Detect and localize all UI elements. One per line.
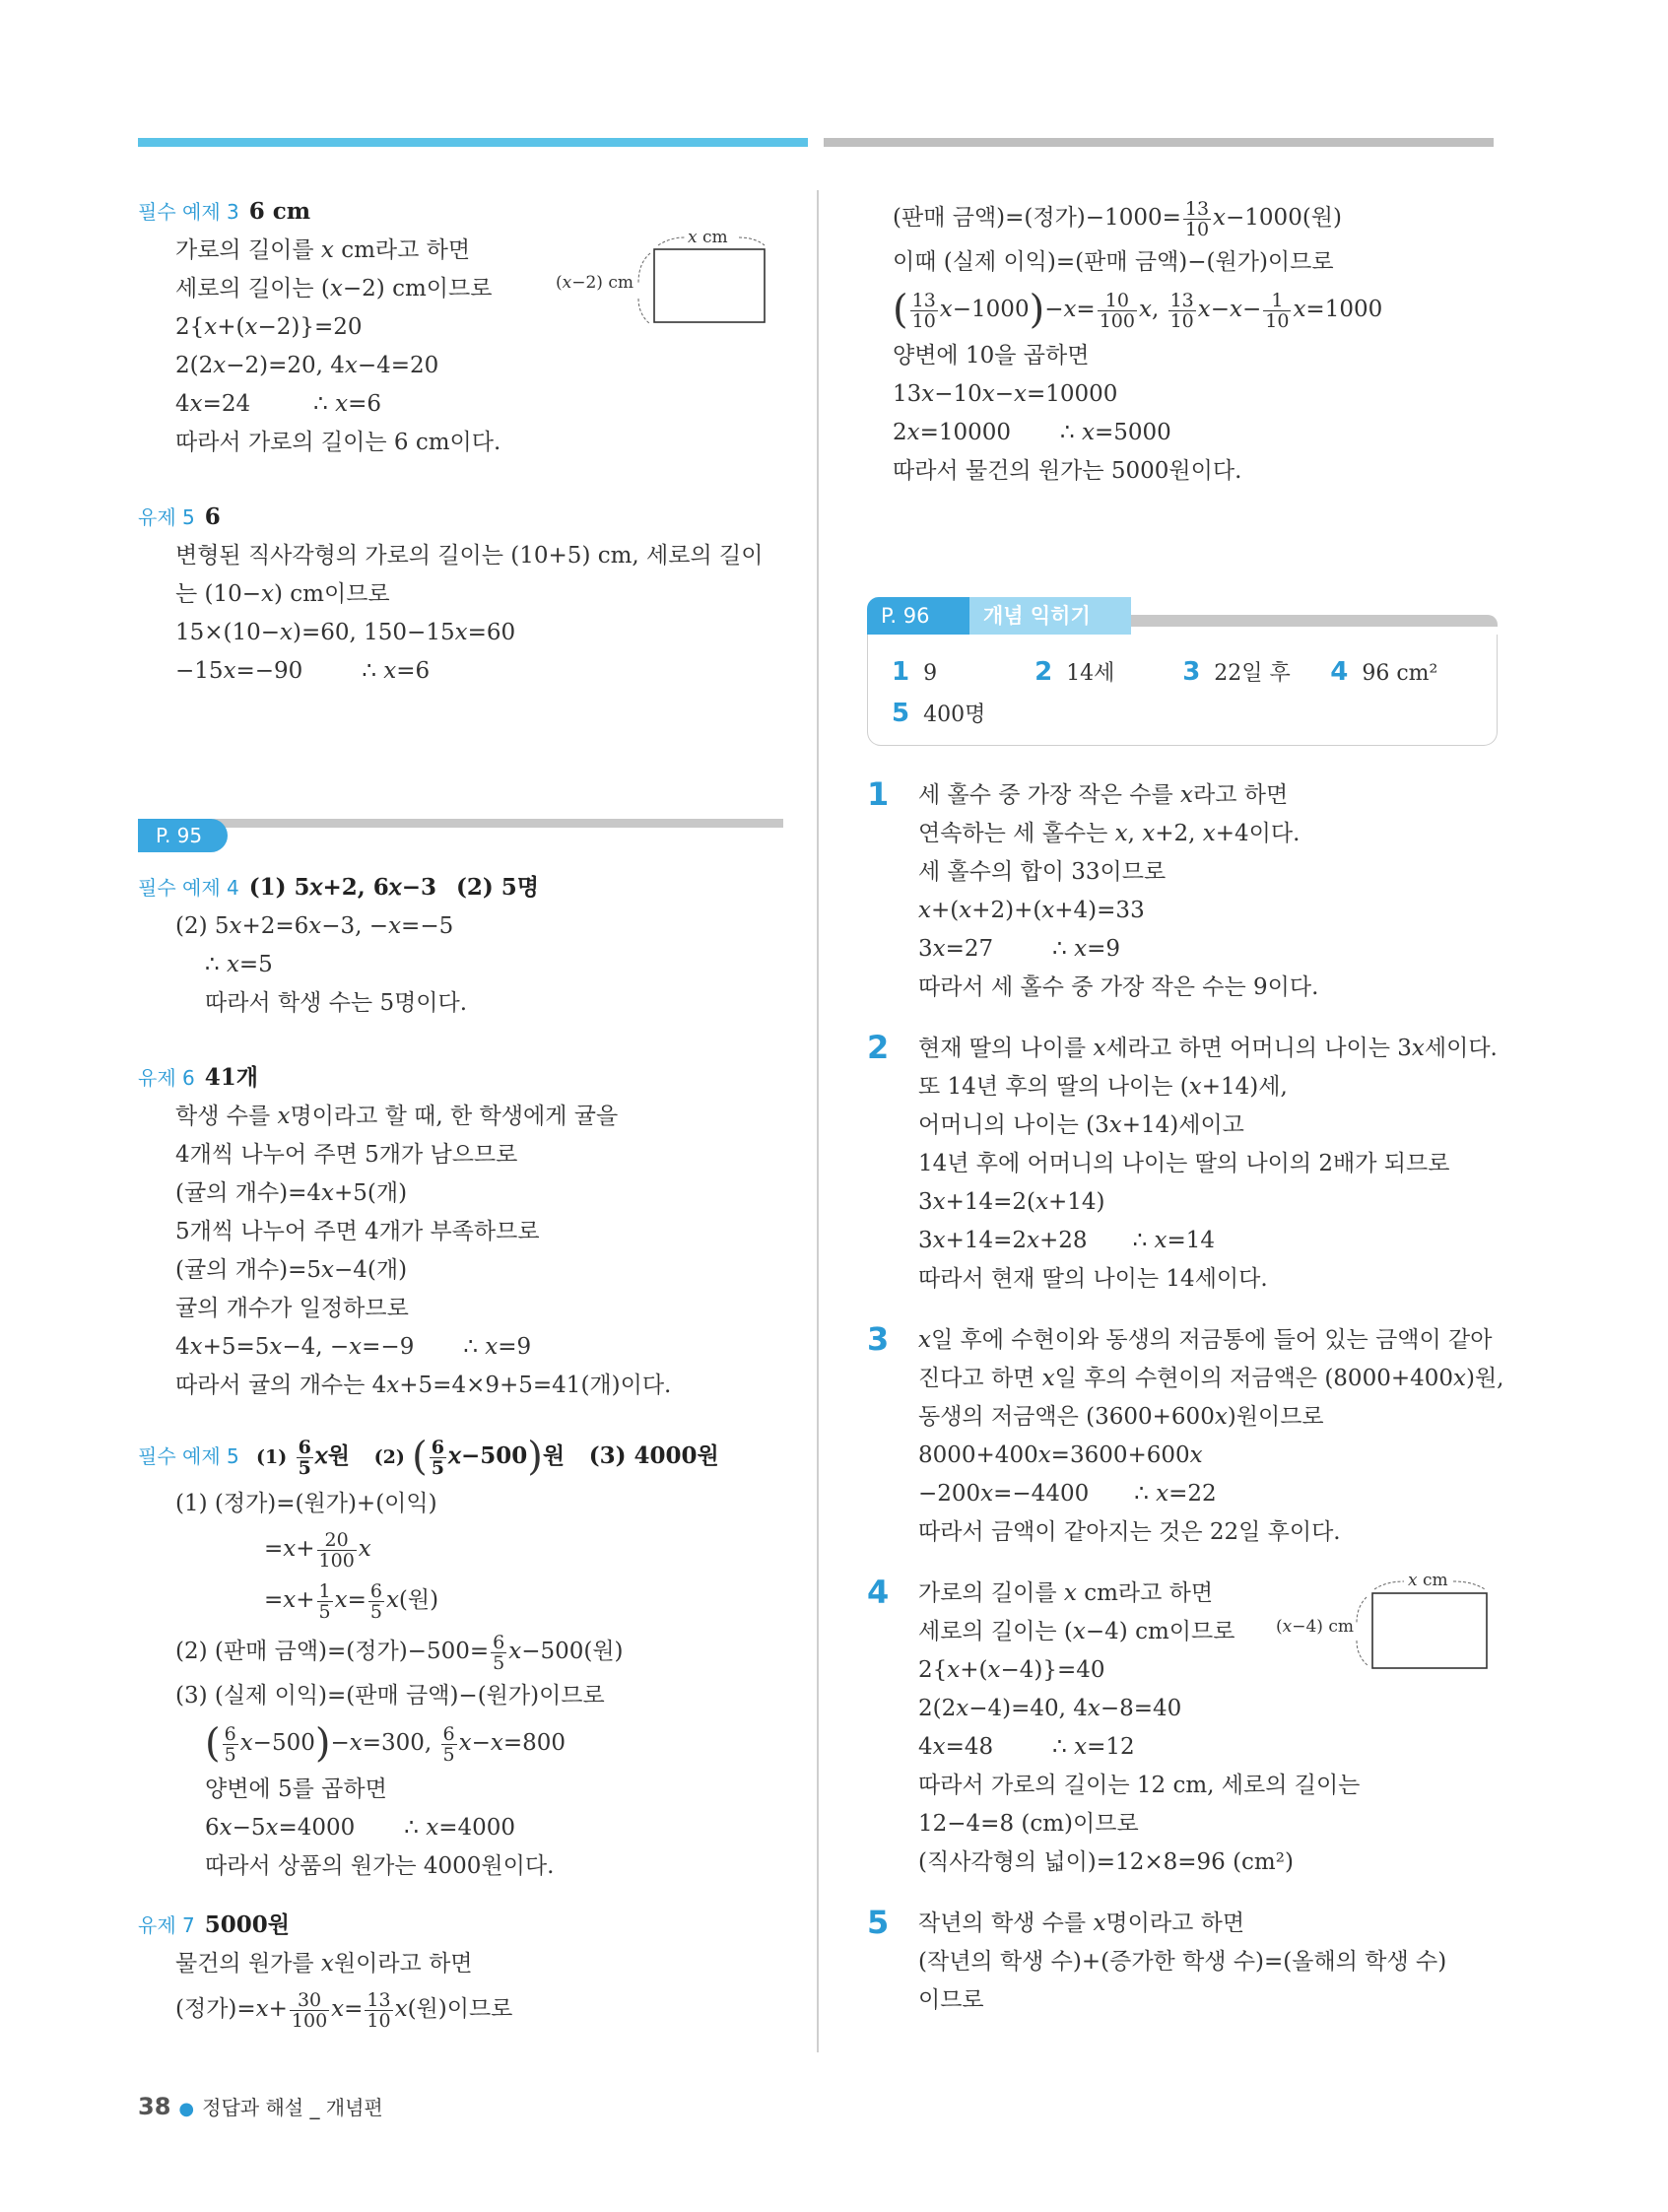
solution-line: 따라서 가로의 길이는 12 cm, 세로의 길이는 — [918, 1773, 1361, 1798]
answer-number: 5 — [892, 699, 910, 728]
figure-label-side: (𝑥−2) cm — [556, 273, 634, 293]
solution-line: 4개씩 나누어 주면 5개가 남으므로 — [175, 1142, 518, 1168]
solution-line: 이때 (실제 이익)=(판매 금액)−(원가)이므로 — [893, 249, 1334, 275]
fraction — [1263, 291, 1291, 331]
exercise-label: 유제 7 — [138, 1913, 195, 1937]
numerator: 13 — [367, 1988, 391, 2011]
answer-value: 14세 — [1066, 661, 1115, 686]
denominator: 5 — [369, 1600, 382, 1623]
solution-line: 진다고 하면 𝑥일 후의 수현이의 저금액은 (8000+400𝑥)원, — [918, 1366, 1504, 1391]
answer-number: 2 — [1034, 657, 1053, 687]
solution-line: 가로의 길이를 𝑥 cm라고 하면 — [175, 237, 471, 263]
solution-line: −𝑥=300, — [330, 1730, 433, 1756]
solution-line: ∴ 𝑥=14 — [1132, 1228, 1216, 1253]
answer: (2) — [373, 1446, 405, 1468]
solution-line: 8000+400𝑥=3600+600𝑥 — [918, 1442, 1203, 1468]
figure-label-side: (𝑥−4) cm — [1276, 1617, 1354, 1637]
fraction — [1183, 199, 1211, 239]
solution-line: 2{𝑥+(𝑥−2)}=20 — [175, 314, 363, 340]
fraction — [430, 1438, 446, 1478]
concept-answers-box — [867, 597, 1498, 746]
fraction — [1168, 291, 1196, 331]
numerator: 6 — [442, 1722, 455, 1745]
question-number: 2 — [867, 1029, 890, 1066]
solution-line: 15×(10−𝑥)=60, 150−15𝑥=60 — [175, 620, 516, 645]
answer: (3) 4000원 — [588, 1442, 719, 1469]
paren-open: ( — [205, 1720, 221, 1767]
exercise-7-continued — [867, 192, 1498, 491]
bullet-icon: ● — [178, 2099, 195, 2119]
fraction — [297, 1438, 313, 1478]
solution-line: 𝑥−𝑥− — [1197, 297, 1262, 322]
question-number: 3 — [867, 1320, 890, 1358]
numerator: 6 — [224, 1722, 236, 1745]
fraction — [317, 1581, 333, 1622]
example-3 — [138, 192, 783, 462]
solution-line: −𝑥= — [1044, 297, 1096, 322]
fraction — [491, 1633, 506, 1673]
solution-line: 따라서 가로의 길이는 6 cm이다. — [175, 430, 501, 455]
solution-line: 현재 딸의 나이를 𝑥세라고 하면 어머니의 나이는 3𝑥세이다. — [918, 1036, 1498, 1061]
solution-line: 세로의 길이는 (𝑥−4) cm이므로 — [918, 1619, 1235, 1644]
solution-line: 또 14년 후의 딸의 나이는 (𝑥+14)세, — [918, 1074, 1288, 1100]
solution-line: 5개씩 나누어 주면 4개가 부족하므로 — [175, 1219, 540, 1244]
solution-line: (3) (실제 이익)=(판매 금액)−(원가)이므로 — [175, 1683, 605, 1709]
concept-header-bar — [1113, 615, 1498, 627]
solution-line: (판매 금액)=(정가)−1000= — [893, 205, 1181, 231]
solution-line: 따라서 물건의 원가는 5000원이다. — [893, 458, 1242, 484]
solution-line: ∴ 𝑥=6 — [313, 391, 381, 417]
exercise-label: 유제 6 — [138, 1066, 195, 1090]
solution-line: 6𝑥−5𝑥=4000 — [205, 1815, 356, 1841]
solution-line: ∴ 𝑥=9 — [1052, 936, 1120, 962]
numerator: 6 — [431, 1436, 444, 1458]
solution-line: 세 홀수 중 가장 작은 수를 𝑥라고 하면 — [918, 782, 1289, 808]
solution-line: 변형된 직사각형의 가로의 길이는 (10+5) cm, 세로의 길이 — [175, 543, 764, 569]
solution-line: 𝑥일 후에 수현이와 동생의 저금통에 들어 있는 금액이 같아 — [918, 1327, 1493, 1353]
numerator: 13 — [1184, 197, 1210, 220]
solution-line: 4𝑥=48 — [918, 1734, 994, 1760]
solution-line: 2𝑥=10000 — [893, 420, 1012, 445]
fraction — [368, 1581, 384, 1622]
solution-line: ∴ 𝑥=22 — [1134, 1481, 1217, 1507]
solution-line: (2) (판매 금액)=(정가)−500= — [175, 1639, 490, 1664]
example-4 — [138, 868, 783, 1023]
denominator: 10 — [1169, 309, 1194, 332]
example-label: 필수 예제 4 — [138, 876, 239, 900]
answer: 6 cm — [248, 198, 311, 225]
solution-line: 따라서 세 홀수 중 가장 작은 수는 9이다. — [918, 974, 1319, 1000]
page-tab: P. 96 — [867, 597, 969, 635]
numerator: 30 — [290, 1990, 329, 2011]
solution-line: (귤의 개수)=5𝑥−4(개) — [175, 1257, 408, 1283]
exercise-7 — [138, 1906, 783, 2035]
solution-line: 13𝑥−10𝑥−𝑥=10000 — [893, 381, 1118, 407]
denominator: 100 — [291, 2009, 328, 2032]
answer: 6 — [204, 503, 221, 530]
solution-line: 𝑥−500(원) — [508, 1639, 624, 1664]
solution-line: 물건의 원가를 𝑥원이라고 하면 — [175, 1951, 473, 1977]
solution-line: 3𝑥+14=2(𝑥+14) — [918, 1189, 1105, 1215]
solution-line: 𝑥+(𝑥+2)+(𝑥+4)=33 — [918, 898, 1145, 923]
solution-line: 어머니의 나이는 (3𝑥+14)세이고 — [918, 1112, 1244, 1138]
answer-value: 400명 — [923, 703, 986, 727]
numerator: 6 — [493, 1631, 505, 1653]
fraction — [1098, 291, 1137, 331]
solution-line: 𝑥, — [1138, 297, 1160, 322]
solution-line: 4𝑥+5=5𝑥−4, −𝑥=−9 — [175, 1334, 415, 1360]
fraction — [223, 1724, 238, 1765]
answer-number: 4 — [1330, 657, 1349, 687]
solution-line: (귤의 개수)=4𝑥+5(개) — [175, 1180, 408, 1206]
numerator: 1 — [1263, 291, 1291, 311]
rectangle-figure — [1276, 1571, 1498, 1674]
solution-line: 𝑥−500 — [239, 1730, 315, 1756]
solution-line: −200𝑥=−4400 — [918, 1481, 1090, 1507]
question-number: 5 — [867, 1904, 890, 1941]
denominator: 100 — [318, 1549, 355, 1572]
solution-line: (작년의 학생 수)+(증가한 학생 수)=(올해의 학생 수) — [918, 1949, 1447, 1975]
solution-line: (1) (정가)=(원가)+(이익) — [175, 1491, 437, 1516]
page-footer — [138, 2092, 383, 2120]
paren-close: ) — [314, 1720, 331, 1767]
solution-line: ∴ 𝑥=12 — [1052, 1734, 1135, 1760]
solution-line: =𝑥+ — [264, 1536, 315, 1562]
left-column — [138, 192, 783, 2035]
solution-line: ∴ 𝑥=5000 — [1060, 420, 1171, 445]
answer: (1) — [256, 1446, 288, 1468]
question-5 — [867, 1904, 1498, 2020]
answer: 𝑥원 — [314, 1442, 350, 1469]
answer: 원 — [542, 1442, 566, 1469]
answer: 𝑥−500 — [447, 1442, 528, 1469]
answer: 41개 — [204, 1064, 258, 1091]
numerator: 1 — [318, 1579, 331, 1602]
banner-bar — [138, 819, 783, 828]
fraction — [317, 1530, 357, 1571]
numerator: 13 — [911, 289, 936, 311]
exercise-6 — [138, 1058, 783, 1405]
answer-value: 22일 후 — [1214, 661, 1291, 686]
solution-line: 4𝑥=24 — [175, 391, 251, 417]
solution-line: 𝑥(원)이므로 — [394, 1996, 513, 2022]
solution-line: 이므로 — [918, 1987, 984, 2013]
solution-line: 동생의 저금액은 (3600+600𝑥)원이므로 — [918, 1404, 1324, 1430]
question-2 — [867, 1029, 1498, 1299]
question-number: 4 — [867, 1574, 890, 1611]
numerator: 6 — [298, 1436, 311, 1458]
denominator: 5 — [298, 1456, 311, 1479]
solution-line: ∴ 𝑥=4000 — [404, 1815, 516, 1841]
answers-grid — [867, 635, 1498, 746]
solution-line: 양변에 10을 곱하면 — [893, 343, 1090, 369]
example-5 — [138, 1429, 783, 1886]
header-bar-right — [824, 138, 1494, 147]
solution-line: (정가)=𝑥+ — [175, 1996, 288, 2022]
denominator: 10 — [1184, 218, 1210, 240]
footer-title: 정답과 해설 _ 개념편 — [202, 2096, 383, 2119]
solution-line: 양변에 5를 곱하면 — [205, 1776, 387, 1802]
denominator: 5 — [431, 1456, 444, 1479]
fraction — [441, 1724, 457, 1765]
example-label: 필수 예제 3 — [138, 200, 239, 224]
solution-line: 작년의 학생 수를 𝑥명이라고 하면 — [918, 1910, 1245, 1936]
header-bar-left — [138, 138, 808, 147]
paren-open: ( — [412, 1434, 428, 1480]
solution-line: 12−4=8 (cm)이므로 — [918, 1811, 1139, 1837]
solution-line: =𝑥+ — [264, 1587, 315, 1613]
solution-line: 학생 수를 𝑥명이라고 할 때, 한 학생에게 귤을 — [175, 1104, 619, 1129]
solution-line: 귤의 개수가 일정하므로 — [175, 1296, 409, 1321]
answer-value: 9 — [923, 661, 938, 686]
denominator: 5 — [442, 1743, 455, 1766]
fraction — [910, 291, 938, 331]
solution-line: 따라서 금액이 같아지는 것은 22일 후이다. — [918, 1519, 1341, 1545]
solution-line: 따라서 상품의 원가는 4000원이다. — [205, 1853, 555, 1879]
solution-line: 𝑥= — [334, 1587, 367, 1613]
solution-line: 세 홀수의 합이 33이므로 — [918, 859, 1167, 885]
answer: (2) 5명 — [456, 874, 540, 901]
solution-line: 따라서 현재 딸의 나이는 14세이다. — [918, 1266, 1268, 1292]
fraction — [365, 1990, 392, 2031]
rectangle-figure — [556, 228, 778, 332]
page-tab: P. 95 — [138, 819, 228, 852]
denominator: 5 — [224, 1743, 236, 1766]
page-banner-95 — [138, 819, 783, 854]
answer-value: 96 cm² — [1362, 661, 1438, 686]
solution-line: 2{𝑥+(𝑥−4)}=40 — [918, 1657, 1105, 1683]
solution-line: 𝑥−𝑥=800 — [458, 1730, 566, 1756]
solution-line: −15𝑥=−90 — [175, 658, 303, 684]
solution-line: ∴ 𝑥=5 — [205, 952, 273, 977]
paren-open: ( — [893, 287, 908, 333]
solution-line: 𝑥−1000(원) — [1213, 205, 1342, 231]
solution-line: 𝑥 — [358, 1536, 371, 1562]
example-label: 필수 예제 5 — [138, 1444, 239, 1468]
solution-line: 3𝑥+14=2𝑥+28 — [918, 1228, 1088, 1253]
answer: 5000원 — [204, 1911, 290, 1938]
solution-line: (2) 5𝑥+2=6𝑥−3, −𝑥=−5 — [175, 913, 454, 939]
answer-number: 3 — [1182, 657, 1201, 687]
fraction — [290, 1990, 329, 2031]
exercise-5 — [138, 498, 783, 691]
denominator: 100 — [1099, 309, 1135, 332]
page-number: 38 — [138, 2093, 171, 2120]
paren-close: ) — [1029, 287, 1045, 333]
numerator: 6 — [369, 1579, 382, 1602]
solution-line: 2(2𝑥−4)=40, 4𝑥−8=40 — [918, 1696, 1182, 1721]
solution-line: 3𝑥=27 — [918, 936, 994, 962]
solution-line: 연속하는 세 홀수는 𝑥, 𝑥+2, 𝑥+4이다. — [918, 821, 1301, 846]
figure-label-top: 𝑥 cm — [688, 228, 728, 247]
answer: (1) 5𝑥+2, 6𝑥−3 — [248, 874, 437, 901]
solution-line: 세로의 길이는 (𝑥−2) cm이므로 — [175, 276, 493, 302]
question-3 — [867, 1320, 1504, 1552]
paren-close: ) — [527, 1434, 543, 1480]
denominator: 10 — [367, 2009, 391, 2032]
question-1 — [867, 775, 1498, 1007]
solution-line: 𝑥=1000 — [1293, 297, 1383, 322]
right-column — [867, 192, 1504, 2020]
solution-line: ∴ 𝑥=6 — [362, 658, 431, 684]
solution-line: 가로의 길이를 𝑥 cm라고 하면 — [918, 1580, 1214, 1606]
solution-line: 14년 후에 어머니의 나이는 딸의 나이의 2배가 되므로 — [918, 1151, 1450, 1176]
solution-line: 따라서 귤의 개수는 4𝑥+5=4×9+5=41(개)이다. — [175, 1373, 672, 1398]
numerator: 13 — [1169, 289, 1194, 311]
solution-line: ∴ 𝑥=9 — [463, 1334, 532, 1360]
solution-line: (직사각형의 넓이)=12×8=96 (cm²) — [918, 1849, 1294, 1875]
figure-label-top: 𝑥 cm — [1408, 1571, 1448, 1590]
column-divider — [817, 190, 819, 2052]
numerator: 10 — [1098, 291, 1137, 311]
question-number: 1 — [867, 775, 890, 813]
denominator: 5 — [318, 1600, 331, 1623]
solution-line: 2(2𝑥−2)=20, 4𝑥−4=20 — [175, 353, 439, 378]
exercise-label: 유제 5 — [138, 505, 195, 529]
solution-line: 𝑥= — [331, 1996, 364, 2022]
denominator: 10 — [911, 309, 936, 332]
numerator: 20 — [317, 1530, 357, 1551]
solution-line: 따라서 학생 수는 5명이다. — [205, 990, 468, 1016]
concept-header — [867, 597, 1498, 635]
question-4 — [867, 1571, 1498, 1882]
concept-title: 개념 익히기 — [969, 597, 1131, 635]
denominator: 5 — [493, 1651, 505, 1674]
solution-line: 𝑥(원) — [385, 1587, 439, 1613]
solution-line: 는 (10−𝑥) cm이므로 — [175, 581, 390, 607]
denominator: 10 — [1265, 309, 1290, 332]
answer-number: 1 — [892, 657, 910, 687]
solution-line: 𝑥−1000 — [939, 297, 1030, 322]
